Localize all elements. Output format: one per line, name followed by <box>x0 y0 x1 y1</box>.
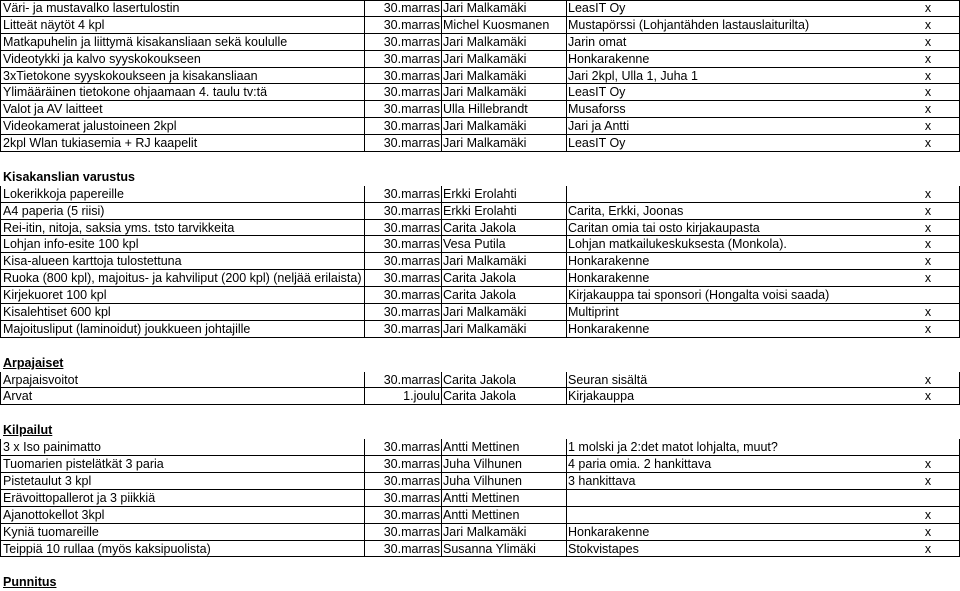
cell-done-mark: x <box>924 136 932 151</box>
cell-item: Lohjan info-esite 100 kpl <box>3 237 139 252</box>
cell-done-mark: x <box>924 34 932 49</box>
cell-border <box>0 84 1 100</box>
cell-border <box>441 372 442 388</box>
cell-border <box>566 304 567 320</box>
cell-source: Honkarakenne <box>568 51 650 66</box>
cell-source: Kirjakauppa tai sponsori (Hongalta voisi saada) <box>568 288 830 303</box>
cell-person: Jari Malkamäki <box>443 34 527 49</box>
cell-border <box>441 68 442 84</box>
cell-date: 30.marras <box>383 288 440 303</box>
cell-border <box>0 541 1 557</box>
table-row <box>0 524 960 541</box>
cell-border <box>0 34 1 50</box>
cell-border <box>441 17 442 33</box>
cell-person: Michel Kuosmanen <box>443 17 550 32</box>
table-row <box>0 220 960 237</box>
table-row <box>0 456 960 473</box>
cell-person: Erkki Erolahti <box>443 186 517 201</box>
cell-person: Jari Malkamäki <box>443 321 527 336</box>
table-row <box>0 473 960 490</box>
section-heading: Kilpailut <box>3 423 53 438</box>
cell-source: LeasIT Oy <box>568 1 626 15</box>
table-row <box>0 118 960 135</box>
cell-item: Kisa-alueen karttoja tulostettuna <box>3 254 182 269</box>
cell-done-mark: x <box>924 85 932 100</box>
cell-border <box>0 220 1 236</box>
cell-item: Teippiä 10 rullaa (myös kaksipuolista) <box>3 541 211 556</box>
cell-done-mark: x <box>924 389 932 404</box>
cell-source: Caritan omia tai osto kirjakaupasta <box>568 220 760 235</box>
cell-border <box>0 372 1 388</box>
cell-date: 30.marras <box>383 1 440 15</box>
cell-border <box>566 68 567 84</box>
table-row <box>0 0 960 17</box>
cell-border <box>0 186 1 202</box>
cell-source: Jari ja Antti <box>568 119 630 134</box>
cell-border <box>566 270 567 286</box>
table-row <box>0 372 960 389</box>
cell-source: Carita, Erkki, Joonas <box>568 203 684 218</box>
cell-done-mark: x <box>924 186 932 201</box>
cell-person: Erkki Erolahti <box>443 203 517 218</box>
cell-source <box>568 507 908 523</box>
cell-border <box>0 304 1 320</box>
cell-date: 30.marras <box>383 17 440 32</box>
cell-border <box>566 524 567 540</box>
cell-border <box>0 135 1 151</box>
table-row <box>0 186 960 203</box>
cell-source: Honkarakenne <box>568 254 650 269</box>
cell-item: 3xTietokone syyskokoukseen ja kisakansliaan <box>3 68 258 83</box>
cell-person: Antti Mettinen <box>443 440 520 455</box>
cell-done-mark: x <box>924 473 932 488</box>
cell-border <box>441 253 442 269</box>
table-row <box>0 304 960 321</box>
section-title-kilpailut <box>0 422 960 439</box>
cell-done-mark: x <box>924 68 932 83</box>
cell-border <box>566 388 567 404</box>
table-row <box>0 84 960 101</box>
cell-date: 30.marras <box>383 321 440 336</box>
cell-person: Carita Jakola <box>443 220 516 235</box>
cell-item: Arpajaisvoitot <box>3 372 79 387</box>
cell-person: Jari Malkamäki <box>443 68 527 83</box>
cell-border <box>0 287 1 303</box>
cell-item: Ruoka (800 kpl), majoitus- ja kahviliput (200 kpl) (neljää erilaista) <box>3 271 362 286</box>
cell-border <box>566 101 567 117</box>
cell-border <box>441 524 442 540</box>
cell-border <box>566 118 567 134</box>
cell-done-mark: x <box>924 524 932 539</box>
cell-person: Jari Malkamäki <box>443 524 527 539</box>
cell-done-mark <box>921 439 935 455</box>
cell-source: Jarin omat <box>568 34 627 49</box>
cell-date: 30.marras <box>383 68 440 83</box>
cell-border <box>0 68 1 84</box>
table-row <box>0 321 960 338</box>
table-row <box>0 253 960 270</box>
table-row <box>0 101 960 118</box>
cell-border <box>566 507 567 523</box>
cell-border <box>566 236 567 252</box>
cell-border <box>0 507 1 523</box>
cell-person: Jari Malkamäki <box>443 1 527 15</box>
cell-border <box>0 456 1 472</box>
table-row <box>0 287 960 304</box>
table-row <box>0 17 960 34</box>
cell-date: 30.marras <box>383 440 440 455</box>
cell-source: Honkarakenne <box>568 271 650 286</box>
table-row <box>0 68 960 85</box>
cell-done-mark: x <box>924 220 932 235</box>
cell-border <box>0 118 1 134</box>
cell-done-mark: x <box>924 372 932 387</box>
cell-item: Matkapuhelin ja liittymä kisakansliaan sekä koululle <box>3 34 288 49</box>
spacer <box>0 152 960 169</box>
cell-border <box>566 34 567 50</box>
cell-date: 30.marras <box>383 254 440 269</box>
block-kilpailut <box>0 439 960 557</box>
cell-person: Jari Malkamäki <box>443 51 527 66</box>
cell-border <box>566 135 567 151</box>
cell-person: Jari Malkamäki <box>443 136 527 151</box>
cell-date: 30.marras <box>383 507 440 522</box>
cell-item: Ajanottokellot 3kpl <box>3 507 105 522</box>
cell-date: 30.marras <box>383 102 440 117</box>
cell-item: 2kpl Wlan tukiasemia + RJ kaapelit <box>3 136 198 151</box>
cell-date: 30.marras <box>383 34 440 49</box>
spacer <box>0 338 960 355</box>
cell-border <box>441 388 442 404</box>
cell-border <box>441 220 442 236</box>
section-heading: Kisakanslian varustus <box>3 169 136 184</box>
cell-date: 30.marras <box>383 271 440 286</box>
cell-item: Litteät näytöt 4 kpl <box>3 17 105 32</box>
cell-item: Tuomarien pistelätkät 3 paria <box>3 457 164 472</box>
cell-person: Ulla Hillebrandt <box>443 102 528 117</box>
table-row <box>0 507 960 524</box>
cell-border <box>441 490 442 506</box>
cell-date: 30.marras <box>383 220 440 235</box>
table-row <box>0 490 960 507</box>
cell-done-mark: x <box>924 237 932 252</box>
cell-border <box>0 253 1 269</box>
cell-border <box>441 439 442 455</box>
cell-border <box>566 439 567 455</box>
cell-person: Susanna Ylimäki <box>443 541 536 556</box>
cell-border <box>0 51 1 67</box>
cell-border <box>0 270 1 286</box>
cell-done-mark: x <box>924 1 932 15</box>
cell-source: Stokvistapes <box>568 541 639 556</box>
cell-person: Carita Jakola <box>443 389 516 404</box>
cell-person: Jari Malkamäki <box>443 305 527 320</box>
cell-person: Juha Vilhunen <box>443 457 523 472</box>
cell-border <box>441 51 442 67</box>
cell-border <box>0 0 1 16</box>
table-row <box>0 541 960 558</box>
cell-source: Seuran sisältä <box>568 372 648 387</box>
cell-source: Honkarakenne <box>568 524 650 539</box>
section-title-kisakanslia <box>0 169 960 186</box>
cell-source: 1 molski ja 2:det matot lohjalta, muut? <box>568 440 778 455</box>
cell-source: Honkarakenne <box>568 321 650 336</box>
cell-person: Juha Vilhunen <box>443 473 523 488</box>
cell-done-mark: x <box>924 457 932 472</box>
cell-date: 30.marras <box>383 51 440 66</box>
cell-border <box>441 287 442 303</box>
cell-person: Jari Malkamäki <box>443 85 527 100</box>
cell-done-mark: x <box>924 102 932 117</box>
cell-person: Carita Jakola <box>443 288 516 303</box>
cell-item: Pistetaulut 3 kpl <box>3 473 92 488</box>
cell-done-mark: x <box>924 203 932 218</box>
cell-item: Videokamerat jalustoineen 2kpl <box>3 119 177 134</box>
cell-item: Rei-itin, nitoja, saksia yms. tsto tarvikkeita <box>3 220 235 235</box>
block-arpajaiset <box>0 372 960 406</box>
cell-item: Videotykki ja kalvo syyskokoukseen <box>3 51 201 66</box>
cell-border <box>566 253 567 269</box>
cell-date: 30.marras <box>383 541 440 556</box>
section-heading: Punnitus <box>3 575 57 590</box>
cell-source: Musaforss <box>568 102 626 117</box>
cell-border <box>441 203 442 219</box>
cell-border <box>0 321 1 337</box>
cell-date: 30.marras <box>383 305 440 320</box>
cell-border <box>566 287 567 303</box>
cell-source: Multiprint <box>568 305 619 320</box>
cell-source: Lohjan matkailukeskuksesta (Monkola). <box>568 237 787 252</box>
cell-border <box>566 203 567 219</box>
cell-done-mark: x <box>924 119 932 134</box>
cell-person: Carita Jakola <box>443 372 516 387</box>
block-equipment <box>0 0 960 152</box>
cell-border <box>441 541 442 557</box>
cell-source: Kirjakauppa <box>568 389 635 404</box>
cell-border <box>441 118 442 134</box>
cell-done-mark: x <box>924 305 932 320</box>
section-title-punnitus <box>0 574 960 591</box>
cell-date: 30.marras <box>383 457 440 472</box>
cell-date: 30.marras <box>383 203 440 218</box>
cell-border <box>0 203 1 219</box>
cell-border <box>0 490 1 506</box>
cell-date: 30.marras <box>383 524 440 539</box>
cell-border <box>441 236 442 252</box>
cell-border <box>441 186 442 202</box>
cell-border <box>566 456 567 472</box>
cell-item: Kirjekuoret 100 kpl <box>3 288 107 303</box>
cell-border <box>441 135 442 151</box>
cell-border <box>566 541 567 557</box>
cell-border <box>441 456 442 472</box>
cell-source: Mustapörssi (Lohjantähden lastauslaiturilta) <box>568 17 810 32</box>
cell-border <box>566 84 567 100</box>
cell-border <box>0 524 1 540</box>
cell-done-mark: x <box>924 321 932 336</box>
table-row <box>0 51 960 68</box>
cell-border <box>566 0 567 16</box>
cell-date: 30.marras <box>383 490 440 505</box>
cell-item: Väri- ja mustavalko lasertulostin <box>3 1 180 15</box>
cell-date: 1.joulu <box>403 389 440 404</box>
cell-done-mark <box>921 287 935 303</box>
cell-border <box>441 270 442 286</box>
cell-border <box>441 84 442 100</box>
cell-border <box>0 439 1 455</box>
cell-border <box>566 372 567 388</box>
cell-item: Valot ja AV laitteet <box>3 102 103 117</box>
cell-item: Kisalehtiset 600 kpl <box>3 305 111 320</box>
cell-person: Antti Mettinen <box>443 507 520 522</box>
cell-date: 30.marras <box>383 186 440 201</box>
cell-source <box>568 490 908 506</box>
cell-date: 30.marras <box>383 237 440 252</box>
spacer <box>0 405 960 422</box>
cell-done-mark: x <box>924 254 932 269</box>
cell-done-mark: x <box>924 17 932 32</box>
spacer <box>0 557 960 574</box>
cell-item: Kyniä tuomareille <box>3 524 99 539</box>
cell-person: Carita Jakola <box>443 271 516 286</box>
cell-border <box>441 321 442 337</box>
cell-done-mark <box>921 490 935 506</box>
cell-item: A4 paperia (5 riisi) <box>3 203 105 218</box>
cell-border <box>0 473 1 489</box>
section-heading: Arpajaiset <box>3 355 64 370</box>
table-row <box>0 236 960 253</box>
cell-date: 30.marras <box>383 372 440 387</box>
cell-border <box>0 101 1 117</box>
table-row <box>0 439 960 456</box>
cell-done-mark: x <box>924 271 932 286</box>
cell-border <box>566 321 567 337</box>
table-row <box>0 203 960 220</box>
cell-source: Jari 2kpl, Ulla 1, Juha 1 <box>568 68 698 83</box>
cell-border <box>441 507 442 523</box>
cell-border <box>441 34 442 50</box>
cell-border <box>566 17 567 33</box>
cell-source <box>568 186 908 202</box>
table-row <box>0 34 960 51</box>
cell-item: 3 x Iso painimatto <box>3 440 101 455</box>
cell-source: LeasIT Oy <box>568 85 626 100</box>
cell-item: Arvat <box>3 389 33 404</box>
cell-border <box>441 0 442 16</box>
cell-item: Majoitusliput (laminoidut) joukkueen johtajille <box>3 321 251 336</box>
cell-date: 30.marras <box>383 473 440 488</box>
cell-person: Jari Malkamäki <box>443 254 527 269</box>
cell-border <box>441 473 442 489</box>
cell-done-mark: x <box>924 507 932 522</box>
cell-date: 30.marras <box>383 85 440 100</box>
cell-person: Jari Malkamäki <box>443 119 527 134</box>
section-title-arpajaiset <box>0 355 960 372</box>
cell-border <box>0 388 1 404</box>
cell-border <box>566 473 567 489</box>
cell-person: Vesa Putila <box>443 237 506 252</box>
cell-border <box>566 186 567 202</box>
cell-item: Ylimääräinen tietokone ohjaamaan 4. taulu tv:tä <box>3 85 268 100</box>
cell-border <box>441 101 442 117</box>
cell-person: Antti Mettinen <box>443 490 520 505</box>
cell-source: 3 hankittava <box>568 473 636 488</box>
table-row <box>0 388 960 405</box>
cell-done-mark: x <box>924 51 932 66</box>
table-row <box>0 270 960 287</box>
cell-border <box>566 490 567 506</box>
cell-source: LeasIT Oy <box>568 136 626 151</box>
cell-border <box>441 304 442 320</box>
cell-border <box>0 17 1 33</box>
cell-done-mark: x <box>924 541 932 556</box>
cell-border <box>566 51 567 67</box>
cell-date: 30.marras <box>383 136 440 151</box>
cell-border <box>0 236 1 252</box>
cell-item: Erävoittopallerot ja 3 piikkiä <box>3 490 156 505</box>
cell-border <box>566 220 567 236</box>
cell-source: 4 paria omia. 2 hankittava <box>568 457 712 472</box>
block-kisakanslia <box>0 186 960 338</box>
cell-item: Lokerikkoja papereille <box>3 186 124 201</box>
table-row <box>0 135 960 152</box>
cell-date: 30.marras <box>383 119 440 134</box>
